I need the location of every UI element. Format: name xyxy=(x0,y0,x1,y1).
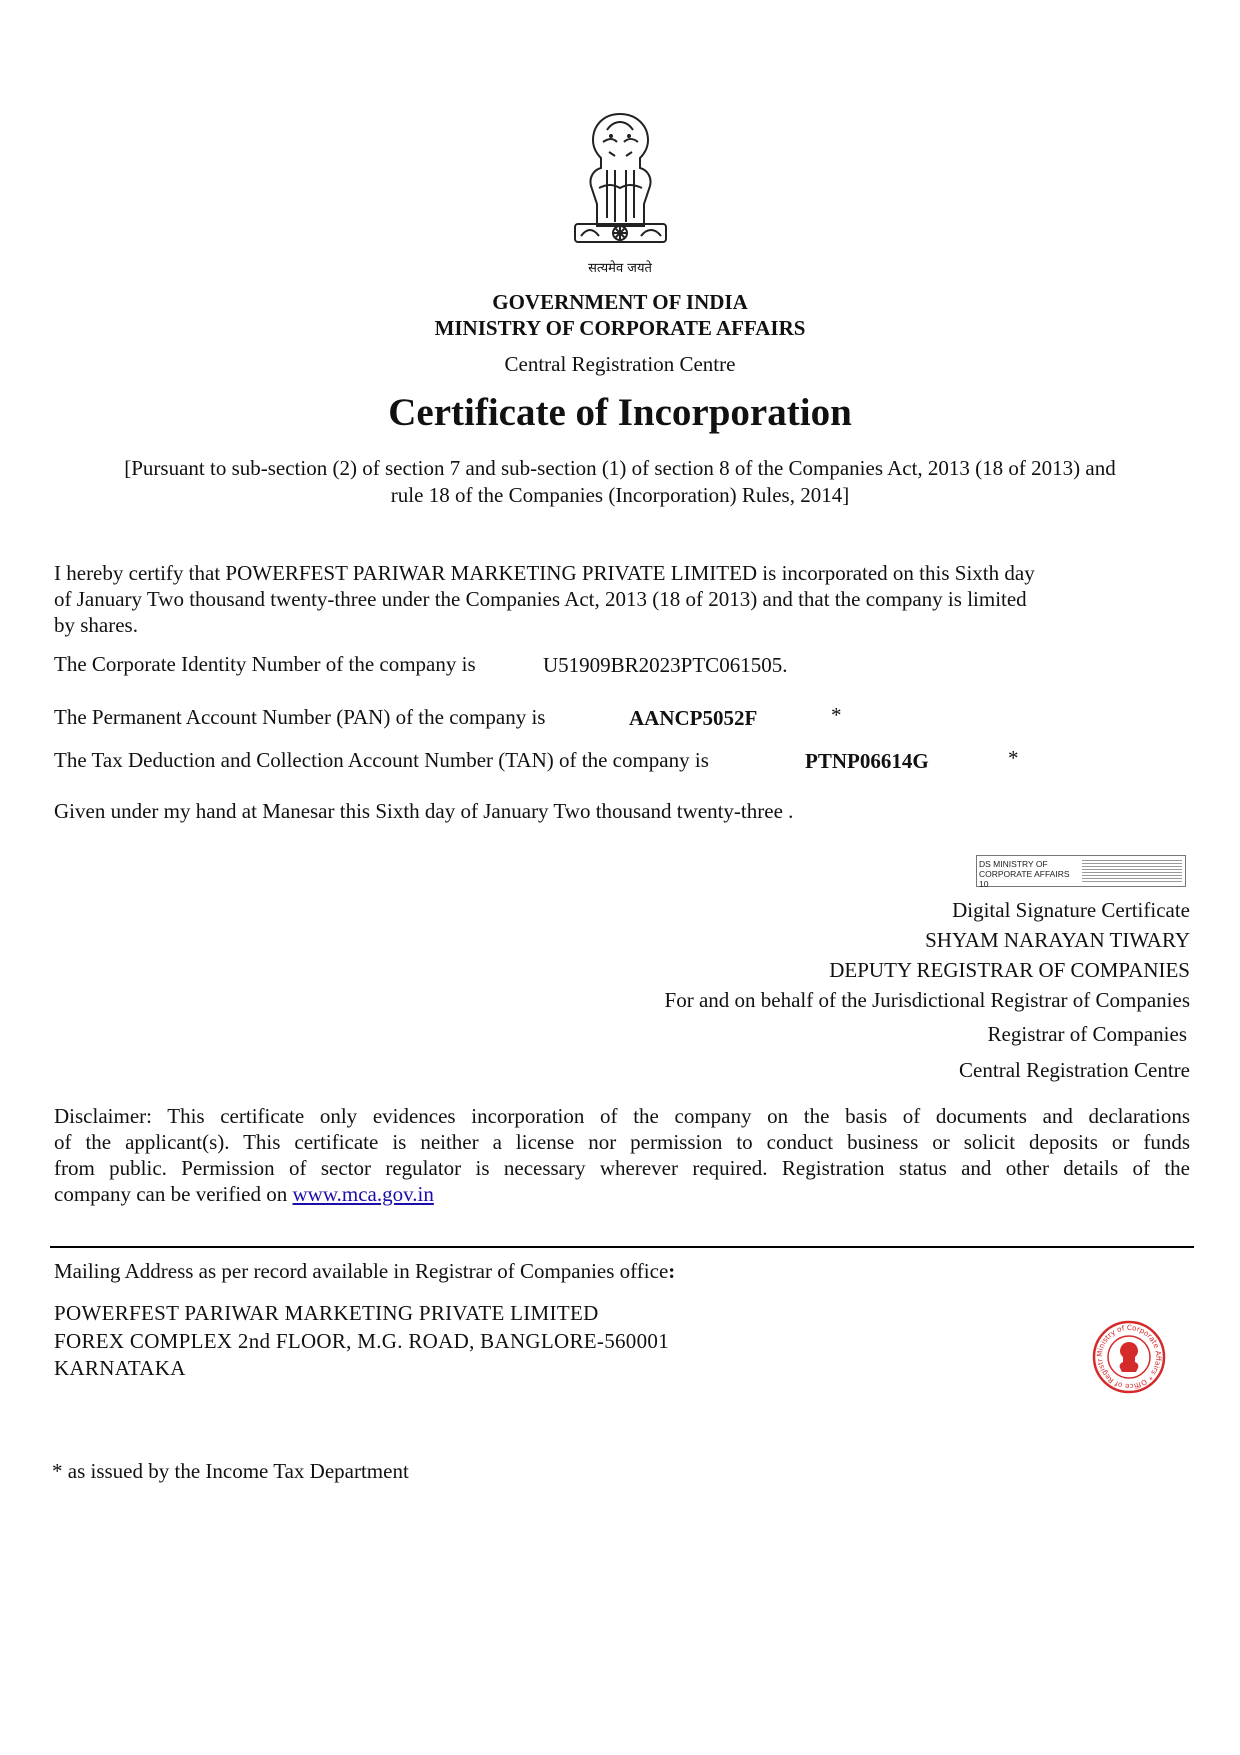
ministry-heading: MINISTRY OF CORPORATE AFFAIRS xyxy=(434,316,806,340)
signatory-dsc: Digital Signature Certificate xyxy=(952,898,1190,922)
centre-heading: Central Registration Centre xyxy=(504,352,736,376)
pursuant-line-1: [Pursuant to sub-section (2) of section 7 and sub-section (1) of section 8 of the Companies Act, 2013 (18 of 2013) and xyxy=(124,456,1116,480)
government-heading: GOVERNMENT OF INDIA xyxy=(492,290,748,314)
section-divider xyxy=(50,1246,1194,1248)
mca-website-link[interactable]: www.mca.gov.in xyxy=(292,1182,434,1206)
tan-label: The Tax Deduction and Collection Account Number (TAN) of the company is xyxy=(54,748,709,772)
pan-value: AANCP5052F xyxy=(629,706,758,730)
footnote-asterisk: * xyxy=(52,1459,63,1483)
certify-line-2: of January Two thousand twenty-three under the Companies Act, 2013 (18 of 2013) and that the company is limited xyxy=(54,587,1027,611)
disclaimer-verify-text: company can be verified on xyxy=(54,1182,288,1206)
mailing-heading-colon: : xyxy=(668,1259,676,1283)
signatory-name: SHYAM NARAYAN TIWARY xyxy=(925,928,1190,952)
given-statement: Given under my hand at Manesar this Sixth day of January Two thousand twenty-three . xyxy=(54,799,794,823)
tan-asterisk: * xyxy=(1008,746,1019,770)
signature-stamp-line-2: CORPORATE AFFAIRS 10 xyxy=(979,869,1070,889)
registrar-seal-icon xyxy=(1092,1320,1166,1394)
certify-paragraph xyxy=(54,560,1189,638)
emblem-motto: सत्यमेव जयते xyxy=(588,261,652,276)
certify-line-1: I hereby certify that POWERFEST PARIWAR MARKETING PRIVATE LIMITED is incorporated on this Sixth day xyxy=(54,561,1035,585)
mailing-state: KARNATAKA xyxy=(54,1356,186,1380)
cin-label: The Corporate Identity Number of the company is xyxy=(54,652,476,676)
certify-line-3: by shares. xyxy=(54,613,138,637)
signatory-centre: Central Registration Centre xyxy=(959,1058,1190,1082)
cin-value: U51909BR2023PTC061505. xyxy=(543,653,788,677)
mailing-company-name: POWERFEST PARIWAR MARKETING PRIVATE LIMITED xyxy=(54,1301,599,1325)
disclaimer-line-3: from public. Permission of sector regulator is necessary wherever required. Registration status and other details of the xyxy=(54,1156,1190,1180)
disclaimer-line-4 xyxy=(54,1181,1190,1207)
seal-text: Ministry of Corporate Affairs * Office of Registr xyxy=(1094,1322,1164,1392)
disclaimer-paragraph xyxy=(54,1103,1190,1207)
pan-asterisk: * xyxy=(831,703,842,727)
mailing-address-line: FOREX COMPLEX 2nd FLOOR, M.G. ROAD, BANGLORE-560001 xyxy=(54,1329,669,1353)
tan-value: PTNP06614G xyxy=(805,749,929,773)
disclaimer-line-2: of the applicant(s). This certificate is neither a license nor permission to conduct business or solicit deposits or funds xyxy=(54,1130,1190,1154)
mailing-heading-text: Mailing Address as per record available in Registrar of Companies office xyxy=(54,1259,669,1283)
digital-signature-stamp xyxy=(976,855,1186,887)
footnote-text: as issued by the Income Tax Department xyxy=(67,1459,409,1483)
footnote xyxy=(52,1458,409,1484)
certificate-title: Certificate of Incorporation xyxy=(388,391,852,434)
signature-fine-print-icon xyxy=(1082,858,1182,884)
pursuant-line-2: rule 18 of the Companies (Incorporation) Rules, 2014] xyxy=(390,483,850,507)
mailing-heading xyxy=(54,1258,675,1284)
signature-stamp-line-1: DS MINISTRY OF xyxy=(979,859,1048,869)
signatory-registrar: Registrar of Companies xyxy=(987,1022,1187,1046)
pan-label: The Permanent Account Number (PAN) of the company is xyxy=(54,705,546,729)
disclaimer-line-1: Disclaimer: This certificate only evidences incorporation of the company on the basis of documents and declarations xyxy=(54,1104,1190,1128)
signatory-behalf: For and on behalf of the Jurisdictional Registrar of Companies xyxy=(664,988,1190,1012)
signatory-designation: DEPUTY REGISTRAR OF COMPANIES xyxy=(829,958,1190,982)
national-emblem-icon xyxy=(563,108,678,283)
